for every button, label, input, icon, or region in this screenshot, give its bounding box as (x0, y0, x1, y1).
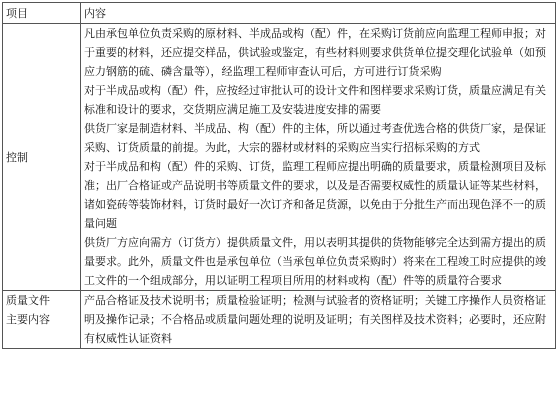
table-row-control (3, 24, 556, 291)
control-paragraph-4: 对于半成品和构（配）件的采购、订货，监理工程师应提出明确的质量要求，质量检测项目及标准；出厂合格证或产品说明书等质量文件的要求，以及是否需要权威性的质量认证等某些材料，诸如瓷砖等装饰材料，订货时最好一次订齐和备足货源，以免由于分批生产而出现色泽不一的质量问题 (84, 160, 546, 230)
header-item: 项目 (3, 3, 81, 24)
table-header-row (3, 3, 556, 24)
row-label-quality-docs (3, 291, 81, 349)
quality-label-line-1: 质量文件 (6, 294, 50, 307)
control-paragraph-3: 供货厂家是制造材料、半成品、构（配）件的主体，所以通过考查优选合格的供货厂家，是保证采购、订货质量的前提。为此，大宗的器材或材料的采购应当实行招标采购的方式 (84, 122, 546, 154)
content-table (2, 2, 556, 349)
table-row-quality-docs (3, 291, 556, 349)
control-paragraph-2: 对于半成品或构（配）件，应按经过审批认可的设计文件和图样要求采购订货，质量应满足有关标准和设计的要求，交货期应满足施工及安装进度安排的需要 (84, 84, 546, 116)
row-content-quality-docs: 产品合格证及技术说明书；质量检验证明；检测与试验者的资格证明；关键工序操作人员资格证明及操作记录；不合格品或质量问题处理的说明及证明；有关图样及技术资料；必要时，还应附有权威性认证资料 (81, 291, 556, 349)
control-paragraph-1: 凡由承包单位负责采购的原材料、半成品或构（配）件，在采购订货前应向监理工程师申报；对于重要的材料，还应提交样品，供试验或鉴定，有些材料则要求供货单位提交理化试验单（如预应力钢筋的硫、磷含量等），经监理工程师审查认可后，方可进行订货采购 (84, 27, 546, 78)
quality-label-line-2: 主要内容 (6, 313, 50, 326)
row-label-control: 控制 (3, 24, 81, 291)
control-paragraph-5: 供货厂方应向需方（订货方）提供质量文件，用以表明其提供的货物能够完全达到需方提出的质量要求。此外，质量文件也是承包单位（当承包单位负责采购时）将来在工程竣工时应提供的竣工文件的一个组成部分，用以证明工程项目所用的材料或构（配）件等的质量符合要求 (84, 236, 546, 287)
row-content-control (81, 24, 556, 291)
header-content: 内容 (81, 3, 556, 24)
